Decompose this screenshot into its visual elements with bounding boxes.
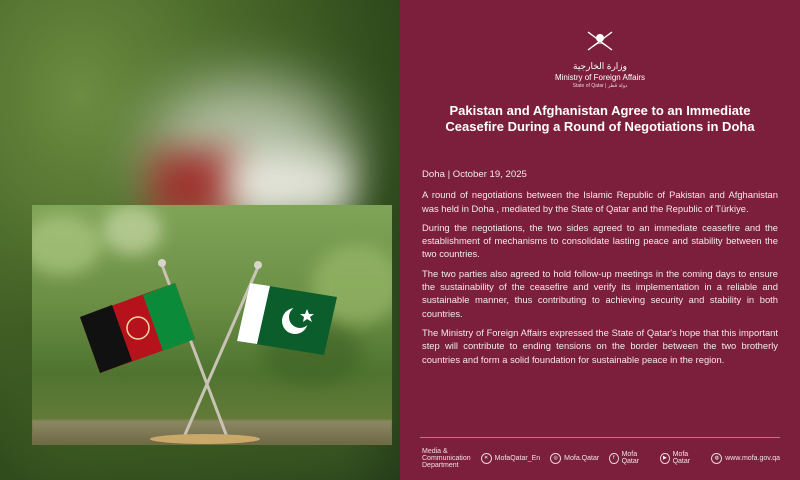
flags-photo — [32, 205, 392, 445]
paragraph: During the negotiations, the two sides agreed to an immediate ceasefire and the establishment of mechanisms to consolidate lasting peace and stability between the two countries. — [422, 221, 778, 260]
qatar-emblem-icon — [580, 28, 620, 54]
social-instagram-label: Mofa.Qatar — [564, 454, 600, 462]
youtube-icon: ▶ — [660, 453, 669, 464]
ministry-state-line: State of Qatar | دولة قطر — [572, 83, 628, 89]
social-web[interactable] — [711, 453, 780, 464]
afghanistan-flag-icon — [80, 283, 195, 373]
crossed-flags-icon — [32, 205, 392, 445]
dateline: Doha | October 19, 2025 — [422, 169, 527, 180]
social-facebook-label: Mofa Qatar — [621, 451, 640, 465]
ministry-name-arabic: وزارة الخارجية — [573, 61, 627, 71]
paragraph: The two parties also agreed to hold follow-up meetings in the coming days to ensure the sustainability of the ceasefire and verify its implementation in a reliable and sustainable manner, thus contributing to achieving security and stability in both countries. — [422, 267, 778, 319]
web-icon: ◍ — [711, 453, 722, 464]
x-icon: ✕ — [481, 453, 492, 464]
ministry-logo — [400, 28, 800, 89]
paragraph: A round of negotiations between the Islamic Republic of Pakistan and Afghanistan was held in Doha , mediated by the State of Qatar and the Republic of Türkiye. — [422, 189, 778, 214]
article-title: Pakistan and Afghanistan Agree to an Immediate Ceasefire During a Round of Negotiations in Doha — [445, 103, 755, 134]
ministry-name-english: Ministry of Foreign Affairs — [554, 73, 646, 82]
social-x[interactable] — [481, 453, 541, 464]
social-x-label: MofaQatar_En — [494, 454, 541, 462]
social-web-label: www.mofa.gov.qa — [725, 454, 780, 462]
instagram-icon: ◎ — [550, 453, 561, 464]
pakistan-flag-icon — [237, 283, 337, 355]
paragraph: The Ministry of Foreign Affairs expressed the State of Qatar's hope that this important step will contribute to ending tensions on the border between the two brotherly countries and form a solid foundation for sustainable peace in the region. — [422, 326, 778, 365]
social-youtube[interactable] — [660, 451, 701, 465]
social-facebook[interactable] — [609, 451, 650, 465]
press-release-panel — [400, 0, 800, 480]
article-body — [422, 168, 778, 372]
social-youtube-label: Mofa Qatar — [672, 451, 691, 465]
footer — [422, 447, 780, 469]
department-name: Media & Communication Department — [422, 447, 471, 469]
facebook-icon: f — [609, 453, 618, 464]
divider — [420, 437, 780, 438]
social-instagram[interactable] — [550, 453, 599, 464]
